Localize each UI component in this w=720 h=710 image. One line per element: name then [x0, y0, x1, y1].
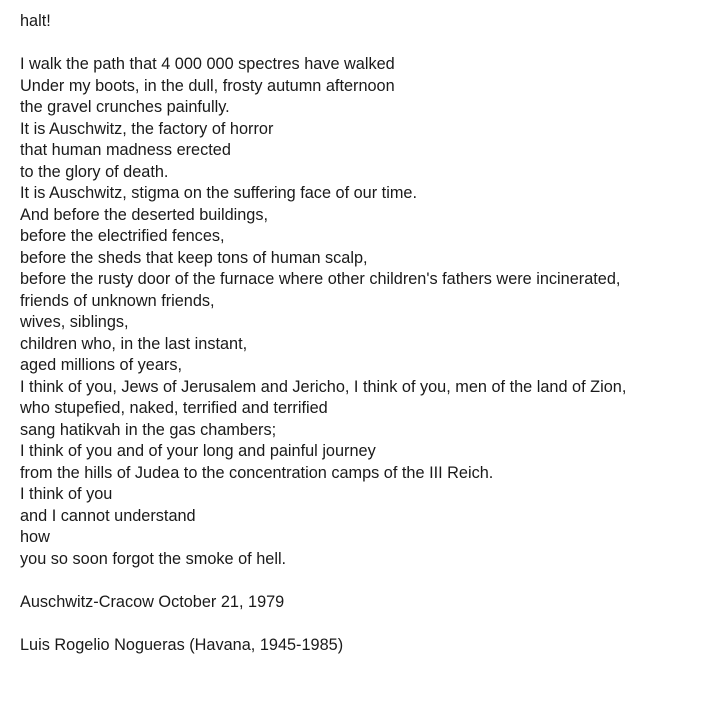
poem-line: I think of you and of your long and painful journey: [20, 442, 376, 460]
poem-line: I walk the path that 4 000 000 spectres have walked: [20, 55, 395, 73]
poem-line: wives, siblings,: [20, 313, 129, 331]
spacer: [20, 570, 715, 592]
poem-line: I think of you, Jews of Jerusalem and Jericho, I think of you, men of the land of Zion,: [20, 377, 627, 396]
poem-line: friends of unknown friends,: [20, 291, 215, 310]
poem-line: from the hills of Judea to the concentration camps of the III Reich.: [20, 463, 494, 482]
poem-line: before the electrified fences,: [20, 227, 225, 245]
author-signature: Luis Rogelio Nogueras (Havana, 1945-1985): [20, 635, 344, 654]
place-and-date: Auschwitz-Cracow October 21, 1979: [20, 592, 285, 611]
poem-line: the gravel crunches painfully.: [20, 98, 230, 116]
spacer: [20, 613, 715, 635]
poem-title: halt!: [20, 12, 51, 30]
poem-line: And before the deserted buildings,: [20, 205, 269, 224]
poem-line: to the glory of death.: [20, 162, 169, 181]
poem-line: you so soon forgot the smoke of hell.: [20, 549, 287, 568]
poem-line: how: [20, 528, 50, 546]
poem-line: before the rusty door of the furnace where other children's fathers were incinerated,: [20, 270, 621, 288]
poem-line: aged millions of years,: [20, 356, 182, 374]
poem-line: that human madness erected: [20, 141, 231, 159]
poem-line: and I cannot understand: [20, 506, 196, 525]
spacer: [20, 33, 715, 55]
poem-line: It is Auschwitz, the factory of horror: [20, 119, 274, 138]
poem-line: It is Auschwitz, stigma on the suffering face of our time.: [20, 184, 417, 202]
poem-document: [20, 11, 715, 656]
poem-line: Under my boots, in the dull, frosty autumn afternoon: [20, 76, 395, 95]
poem-line: children who, in the last instant,: [20, 334, 248, 353]
poem-line: before the sheds that keep tons of human scalp,: [20, 248, 368, 267]
poem-line: who stupefied, naked, terrified and terrified: [20, 399, 328, 417]
poem-line: I think of you: [20, 485, 113, 503]
poem-line: sang hatikvah in the gas chambers;: [20, 420, 277, 439]
